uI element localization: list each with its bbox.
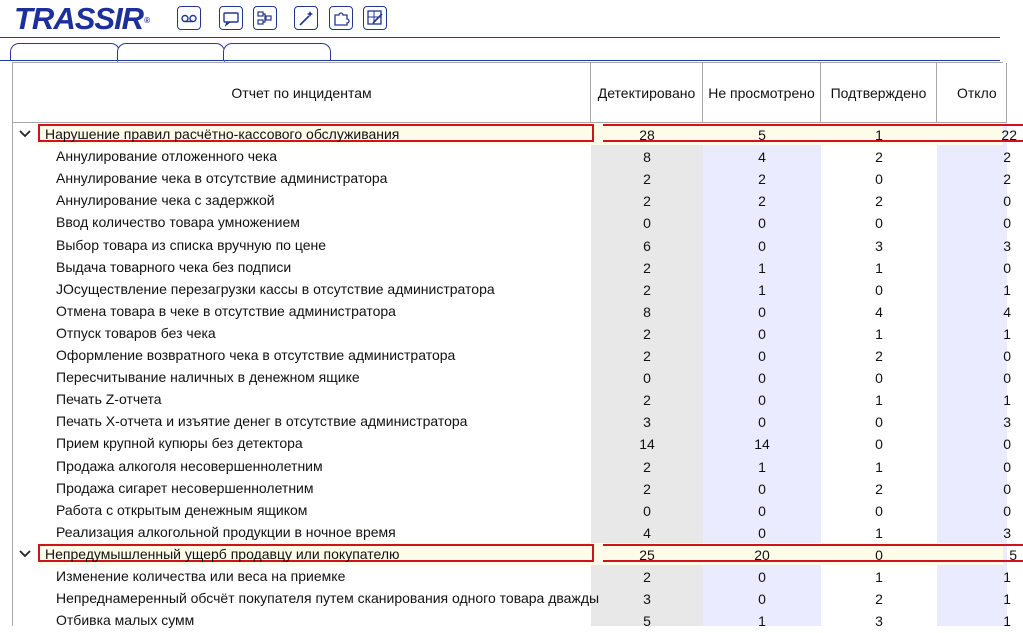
- confirmed-value: 2: [875, 149, 883, 166]
- group-detected-value: 25: [639, 546, 655, 563]
- group-unviewed-value: 20: [754, 546, 770, 563]
- detected-value: 2: [643, 458, 651, 475]
- group-confirmed-value: 0: [875, 546, 883, 563]
- rejected-value: 3: [1003, 237, 1011, 254]
- incident-name: Аннулирование чека с задержкой: [56, 192, 275, 209]
- rejected-value: 1: [1003, 392, 1011, 409]
- confirmed-value: 1: [875, 392, 883, 409]
- incident-name: Отпуск товаров без чека: [56, 324, 216, 341]
- table-row[interactable]: [13, 388, 1011, 410]
- incident-name: Реализация алкогольной продукции в ночное время: [56, 523, 396, 540]
- incident-report-table: [12, 62, 1017, 630]
- detected-value: 3: [643, 414, 651, 431]
- rejected-value: 0: [1003, 458, 1011, 475]
- detected-value: 0: [643, 502, 651, 519]
- table-row[interactable]: [13, 167, 1011, 189]
- rejected-value: 0: [1003, 348, 1011, 364]
- detected-value: 3: [643, 591, 651, 608]
- detected-value: 14: [639, 436, 655, 453]
- confirmed-value: 3: [875, 237, 883, 254]
- rejected-value: 1: [1003, 613, 1011, 630]
- detected-value: 8: [643, 303, 651, 320]
- unviewed-value: 0: [758, 370, 766, 387]
- unviewed-value: 1: [758, 458, 766, 475]
- unviewed-value: 0: [758, 502, 766, 519]
- voicemail-icon[interactable]: [177, 6, 201, 30]
- toolbar: [0, 0, 1000, 38]
- group-rejected-value: 5: [1009, 546, 1017, 563]
- group-rejected-value: 22: [1001, 127, 1017, 143]
- incident-name: Выбор товара из списка вручную по цене: [56, 236, 326, 253]
- incident-name: Продажа алкоголя несовершеннолетним: [56, 457, 323, 474]
- header-detected[interactable]: Детектировано: [591, 63, 703, 123]
- trassir-logo: TRASSIR®: [14, 1, 149, 36]
- table-row[interactable]: [13, 410, 1011, 432]
- unviewed-value: 0: [758, 524, 766, 541]
- unviewed-value: 0: [758, 348, 766, 364]
- confirmed-value: 1: [875, 325, 883, 342]
- incident-name: Работа с открытым денежным ящиком: [56, 501, 308, 518]
- table-row[interactable]: [13, 477, 1011, 499]
- incident-name: Аннулирование чека в отсутствие администратора: [56, 170, 388, 187]
- incident-name: Отмена товара в чеке в отсутствие администратора: [56, 302, 396, 319]
- unviewed-value: 0: [758, 569, 766, 585]
- tab-3[interactable]: [223, 43, 331, 60]
- unviewed-value: 0: [758, 215, 766, 232]
- table-row[interactable]: [13, 278, 1011, 300]
- confirmed-value: 2: [875, 480, 883, 497]
- incident-name: Изменение количества или веса на приемке: [56, 568, 346, 584]
- incident-name: Аннулирование отложенного чека: [56, 148, 278, 165]
- puzzle-icon[interactable]: [329, 6, 353, 30]
- detected-value: 2: [643, 193, 651, 210]
- unviewed-value: 2: [758, 193, 766, 210]
- detected-value: 2: [643, 171, 651, 188]
- incident-name: Печать X-отчета и изъятие денег в отсутствие администратора: [56, 413, 468, 430]
- unviewed-value: 14: [754, 436, 770, 453]
- table-row[interactable]: [13, 609, 1011, 631]
- network-icon[interactable]: [253, 6, 277, 30]
- unviewed-value: 1: [758, 281, 766, 298]
- group-name: Непредумышленный ущерб продавцу или покупателю: [45, 545, 400, 562]
- confirmed-value: 0: [875, 215, 883, 232]
- table-row[interactable]: [13, 344, 1011, 366]
- unviewed-value: 0: [758, 325, 766, 342]
- table-row[interactable]: [13, 234, 1011, 256]
- group-name: Нарушение правил расчётно-кассового обслуживания: [45, 126, 400, 142]
- group-detected-value: 28: [639, 127, 655, 143]
- group-row[interactable]: [13, 123, 1017, 145]
- table-row[interactable]: [13, 322, 1011, 344]
- detected-value: 6: [643, 237, 651, 254]
- rejected-value: 2: [1003, 149, 1011, 166]
- detected-value: 2: [643, 348, 651, 364]
- rejected-value: 0: [1003, 259, 1011, 276]
- rejected-value: 0: [1003, 193, 1011, 210]
- confirmed-value: 2: [875, 348, 883, 364]
- detected-value: 0: [643, 370, 651, 387]
- detected-value: 5: [643, 613, 651, 630]
- incident-name: Выдача товарного чека без подписи: [56, 258, 292, 275]
- rejected-value: 0: [1003, 436, 1011, 453]
- rejected-value: 0: [1003, 502, 1011, 519]
- rejected-value: 3: [1003, 524, 1011, 541]
- confirmed-value: 0: [875, 370, 883, 387]
- confirmed-value: 2: [875, 591, 883, 608]
- chat-icon[interactable]: [219, 6, 243, 30]
- table-row[interactable]: [13, 565, 1011, 587]
- incident-name: Отбивка малых сумм: [56, 612, 195, 629]
- rejected-value: 1: [1003, 569, 1011, 585]
- rejected-value: 1: [1003, 281, 1011, 298]
- detected-value: 2: [643, 325, 651, 342]
- chevron-down-icon[interactable]: [18, 547, 32, 561]
- header-report-name[interactable]: Отчет по инцидентам: [13, 63, 591, 123]
- tab-1[interactable]: [10, 43, 120, 60]
- confirmed-value: 2: [875, 193, 883, 210]
- header-unviewed[interactable]: Не просмотрено: [703, 63, 821, 123]
- confirmed-value: 0: [875, 414, 883, 431]
- table-row[interactable]: [13, 300, 1011, 322]
- unviewed-value: 0: [758, 303, 766, 320]
- confirmed-value: 1: [875, 259, 883, 276]
- chevron-down-icon[interactable]: [18, 127, 32, 141]
- unviewed-value: 0: [758, 591, 766, 608]
- incident-name: Оформление возвратного чека в отсутствие администратора: [56, 347, 456, 363]
- confirmed-value: 4: [875, 303, 883, 320]
- rejected-value: 1: [1003, 325, 1011, 342]
- detected-value: 2: [643, 259, 651, 276]
- unviewed-value: 1: [758, 259, 766, 276]
- incident-name: Продажа сигарет несовершеннолетним: [56, 479, 314, 496]
- unviewed-value: 0: [758, 480, 766, 497]
- table-row[interactable]: [13, 432, 1011, 454]
- settings-edit-icon[interactable]: [363, 6, 387, 30]
- table-row[interactable]: [13, 499, 1011, 521]
- unviewed-value: 0: [758, 414, 766, 431]
- group-unviewed-value: 5: [758, 127, 766, 143]
- table-row[interactable]: [13, 145, 1011, 167]
- unviewed-value: 1: [758, 613, 766, 630]
- table-row[interactable]: [13, 211, 1011, 233]
- rejected-value: 0: [1003, 370, 1011, 387]
- tab-bar: [0, 38, 1000, 62]
- table-row[interactable]: [13, 521, 1011, 543]
- header-rejected[interactable]: Откло: [937, 63, 1007, 123]
- rejected-value: 1: [1003, 591, 1011, 608]
- confirmed-value: 1: [875, 458, 883, 475]
- confirmed-value: 0: [875, 502, 883, 519]
- magic-wand-icon[interactable]: [294, 6, 318, 30]
- group-row[interactable]: [13, 543, 1017, 565]
- header-confirmed[interactable]: Подтверждено: [821, 63, 937, 123]
- detected-value: 4: [643, 524, 651, 541]
- incident-name: Непреднамеренный обсчёт покупателя путем сканирования одного товара дважды: [56, 590, 600, 607]
- confirmed-value: 3: [875, 613, 883, 630]
- unviewed-value: 0: [758, 392, 766, 409]
- rejected-value: 0: [1003, 480, 1011, 497]
- table-row[interactable]: [13, 256, 1011, 278]
- table-row[interactable]: [13, 189, 1011, 211]
- incident-name: Ввод количество товара умножением: [56, 214, 300, 231]
- detected-value: 0: [643, 215, 651, 232]
- detected-value: 8: [643, 149, 651, 166]
- incident-name: JОсуществление перезагрузки кассы в отсутствие администратора: [56, 280, 495, 297]
- rejected-value: 3: [1003, 414, 1011, 431]
- incident-name: Пересчитывание наличных в денежном ящике: [56, 369, 360, 386]
- unviewed-value: 0: [758, 237, 766, 254]
- table-row[interactable]: [13, 587, 1011, 609]
- detected-value: 2: [643, 569, 651, 585]
- rejected-value: 4: [1003, 303, 1011, 320]
- rejected-value: 0: [1003, 215, 1011, 232]
- unviewed-value: 4: [758, 149, 766, 166]
- confirmed-value: 1: [875, 569, 883, 585]
- confirmed-value: 1: [875, 524, 883, 541]
- incident-name: Прием крупной купюры без детектора: [56, 435, 303, 452]
- unviewed-value: 2: [758, 171, 766, 188]
- table-row[interactable]: [13, 366, 1011, 388]
- confirmed-value: 0: [875, 171, 883, 188]
- rejected-value: 2: [1003, 171, 1011, 188]
- detected-value: 2: [643, 392, 651, 409]
- table-row[interactable]: [13, 455, 1011, 477]
- confirmed-value: 0: [875, 281, 883, 298]
- detected-value: 2: [643, 480, 651, 497]
- confirmed-value: 0: [875, 436, 883, 453]
- incident-name: Печать Z-отчета: [56, 391, 162, 408]
- detected-value: 2: [643, 281, 651, 298]
- group-confirmed-value: 1: [875, 127, 883, 143]
